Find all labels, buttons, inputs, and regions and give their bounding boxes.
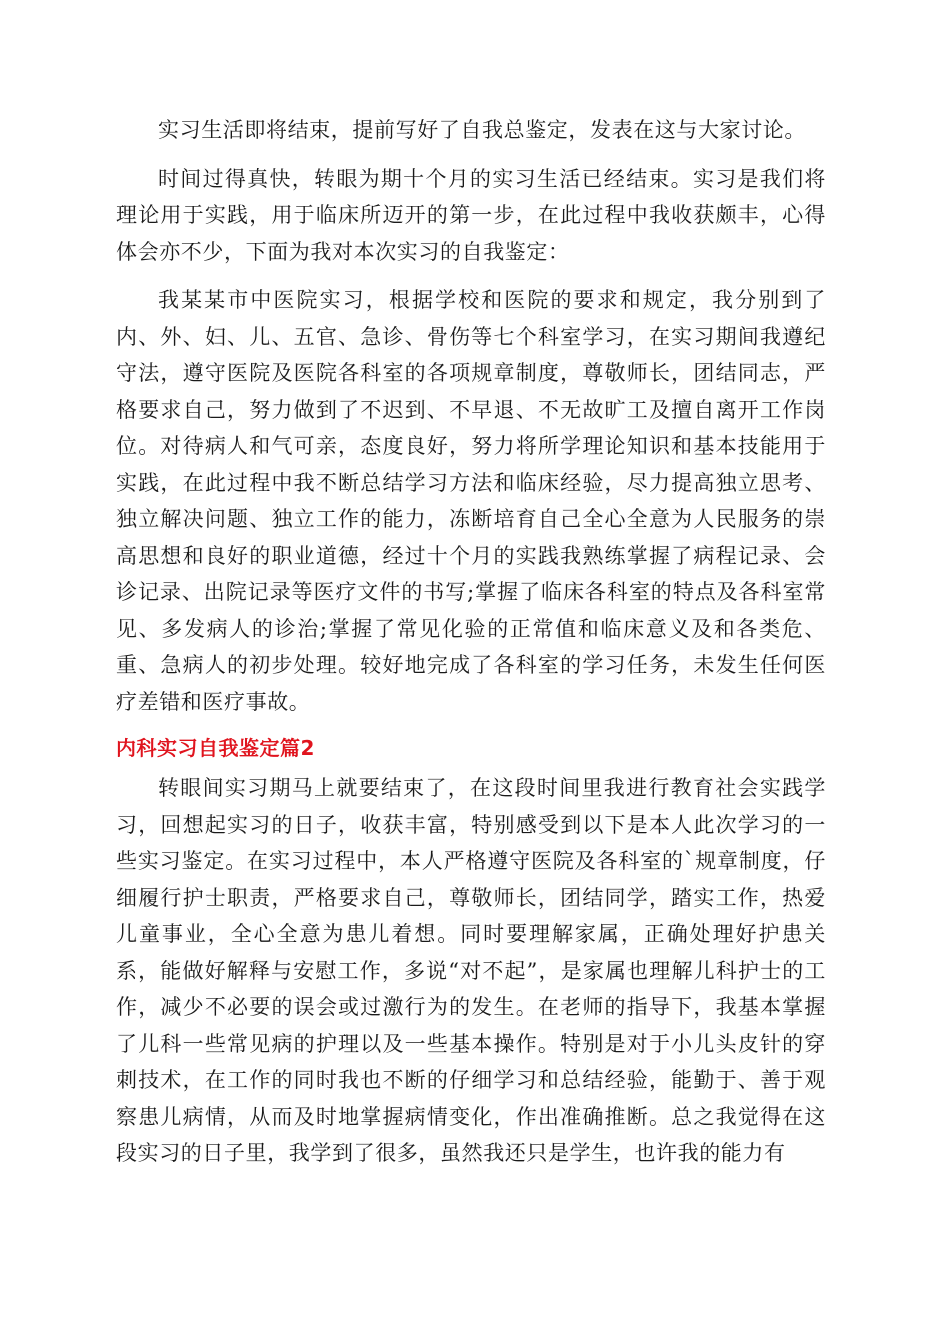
document-body	[116, 112, 826, 1184]
internship-details-paragraph: 我某某市中医院实习，根据学校和医院的要求和规定，我分别到了内、外、妇、儿、五官、急诊、骨伤等七个科室学习，在实习期间我遵纪守法，遵守医院及医院各科室的各项规章制度，尊敬师长，团结同志，严格要求自己，努力做到了不迟到、不早退、不无故旷工及擅自离开工作岗位。对待病人和气可亲，态度良好，努力将所学理论知识和基本技能用于实践，在此过程中我不断总结学习方法和临床经验，尽力提高独立思考、独立解决问题、独立工作的能力，冻断培育自己全心全意为人民服务的崇高思想和良好的职业道德，经过十个月的实践我熟练掌握了病程记录、会诊记录、出院记录等医疗文件的书写;掌握了临床各科室的特点及各科室常见、多发病人的诊治;掌握了常见化验的正常值和临床意义及和各类危、重、急病人的初步处理。较好地完成了各科室的学习任务，未发生任何医疗差错和医疗事故。	[116, 288, 826, 714]
section2-paragraph: 转眼间实习期马上就要结束了，在这段时间里我进行教育社会实践学习，回想起实习的日子，收获丰富，特别感受到以下是本人此次学习的一些实习鉴定。在实习过程中，本人严格遵守医院及各科室的`规章制度，仔细履行护士职责，严格要求自己，尊敬师长，团结同学，踏实工作，热爱儿童事业，全心全意为患儿着想。同时要理解家属，正确处理好护患关系，能做好解释与安慰工作，多说“对不起”，是家属也理解儿科护士的工作，减少不必要的误会或过激行为的发生。在老师的指导下，我基本掌握了儿科一些常见病的护理以及一些基本操作。特别是对于小儿头皮针的穿刺技术，在工作的同时我也不断的仔细学习和总结经验，能勤于、善于观察患儿病情，从而及时地掌握病情变化，作出准确推断。总之我觉得在这段实习的日子里，我学到了很多，虽然我还只是学生，也许我的能力有	[116, 776, 826, 1165]
intro-paragraph: 实习生活即将结束，提前写好了自我总鉴定，发表在这与大家讨论。	[158, 118, 806, 142]
summary-paragraph: 时间过得真快，转眼为期十个月的实习生活已经结束。实习是我们将理论用于实践，用于临床所迈开的第一步，在此过程中我收获颇丰，心得体会亦不少，下面为我对本次实习的自我鉴定：	[116, 166, 826, 264]
section-heading: 内科实习自我鉴定篇2	[116, 736, 315, 760]
